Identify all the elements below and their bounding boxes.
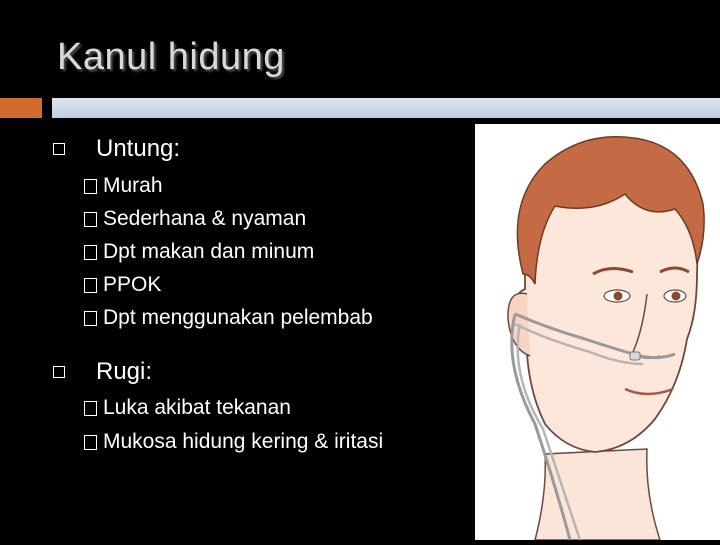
bullet-label-untung: Untung:: [96, 135, 181, 162]
sub-bullet: [84, 273, 161, 297]
bullet-square-icon: [84, 179, 97, 194]
bullet-square-icon: [84, 212, 97, 227]
bullet-square-icon: [84, 278, 97, 293]
bullet-rugi: [40, 358, 152, 386]
accent-bar-orange: [0, 98, 42, 118]
sub-bullet: [84, 240, 314, 264]
nasal-cannula-illustration: [475, 124, 720, 540]
sub-bullet: [84, 207, 306, 231]
sub-bullet: [84, 306, 373, 330]
sub-bullet-text: Luka akibat tekanan: [103, 396, 291, 419]
sub-bullet-text: Sederhana & nyaman: [103, 207, 307, 230]
bullet-square-icon: [84, 435, 97, 450]
bullet-square-icon: [53, 143, 65, 155]
bullet-square-icon: [84, 245, 97, 260]
slide-title: Kanul hidung: [57, 36, 285, 78]
accent-bar-blue: [52, 98, 720, 118]
sub-bullet: [84, 430, 383, 454]
bullet-untung: [40, 135, 180, 163]
sub-bullet: [84, 174, 163, 198]
bullet-square-icon: [84, 401, 97, 416]
sub-bullet-text: Murah: [103, 174, 163, 197]
bullet-square-icon: [53, 366, 65, 378]
sub-bullet-text: Dpt makan dan minum: [103, 240, 315, 263]
sub-bullet-text: Mukosa hidung kering & iritasi: [103, 430, 384, 453]
bullet-label-rugi: Rugi:: [96, 358, 153, 385]
face-with-nasal-cannula-icon: [475, 124, 720, 540]
sub-bullet-text: Dpt menggunakan pelembab: [103, 306, 373, 329]
sub-bullet-text: PPOK: [103, 273, 162, 296]
bullet-square-icon: [84, 311, 97, 326]
sub-bullet: [84, 396, 291, 420]
